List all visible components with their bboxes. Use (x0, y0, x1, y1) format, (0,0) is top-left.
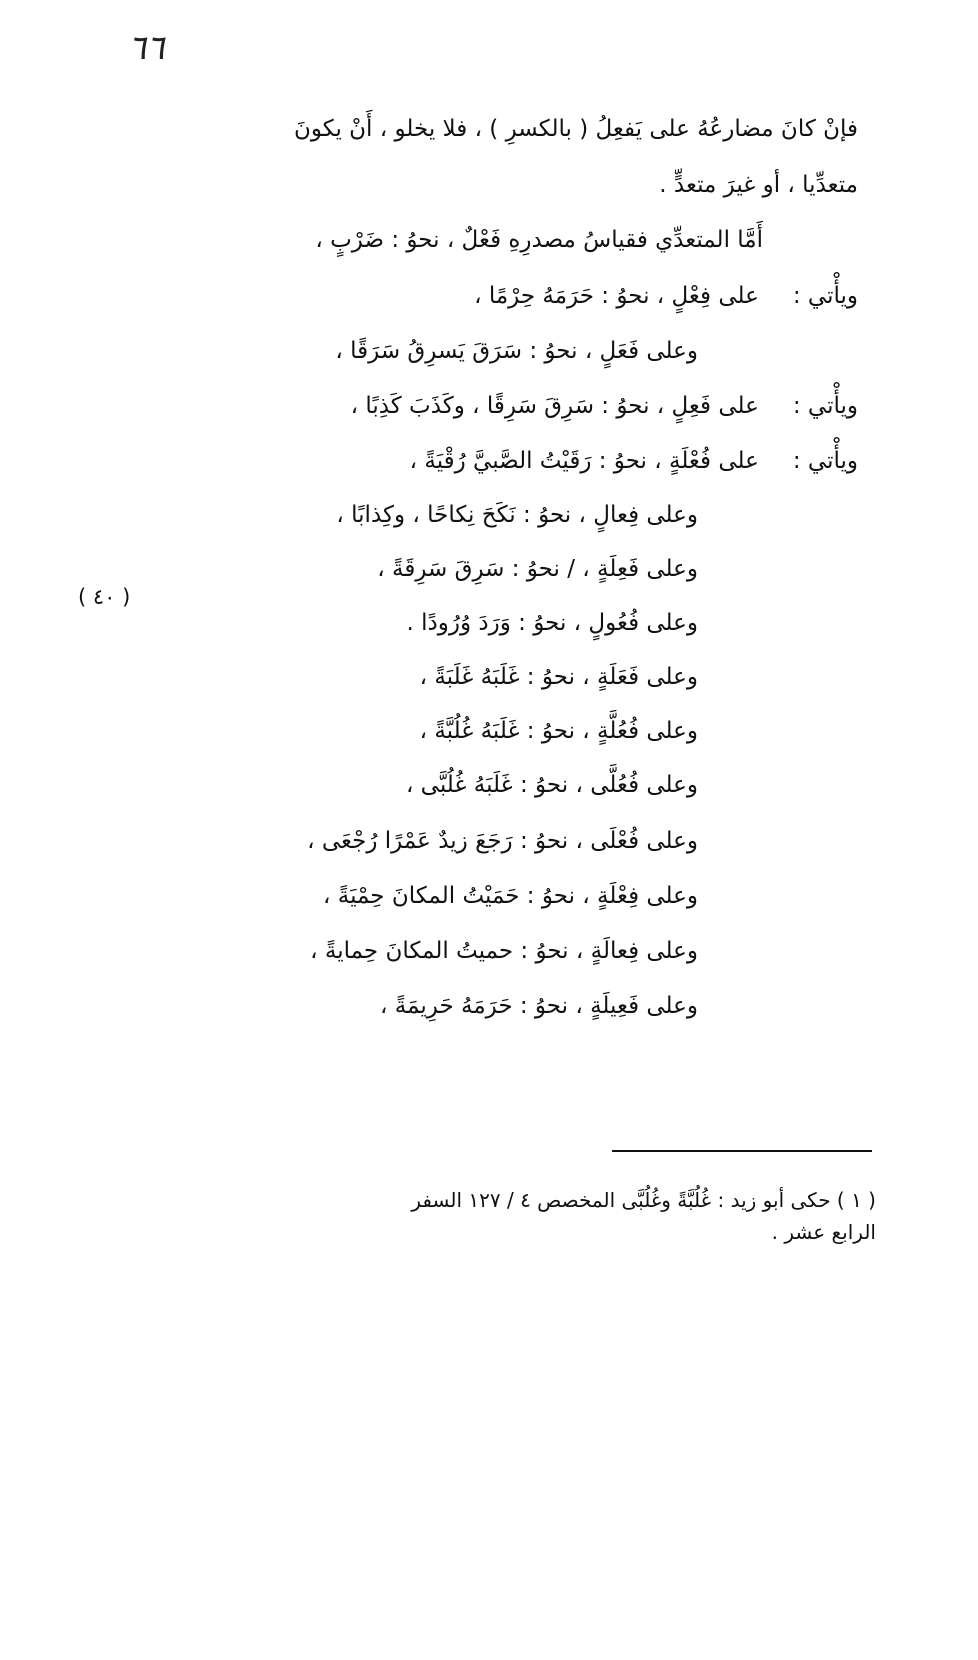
list-item (377, 554, 698, 584)
paragraph-line-3: أَمَّا المتعدِّي فقياسُ مصدرِهِ فَعْلٌ ، نحوُ : ضَرْبٍ ، (315, 227, 763, 253)
list-item-lead: ويأْتي : (792, 448, 858, 474)
list-item (407, 608, 699, 638)
list-item (335, 336, 698, 366)
list-item (474, 281, 858, 311)
marginal-page-reference: ( ٤٠ ) (78, 585, 131, 609)
list-item-text: على فَعِلٍ ، نحوُ : سَرِقَ سَرِقًا ، وكَذَبَ كَذِبًا ، (350, 393, 759, 419)
list-item (307, 826, 698, 856)
footnote-line-1: ( ١ ) حكى أبو زيد : غُلُبَّةً وغُلُبَّى المخصص ٤ / ١٢٧ السفر (411, 1188, 876, 1212)
list-item (310, 936, 698, 966)
page-number: ٦٦ (128, 28, 165, 68)
paragraph-line-2: متعدِّيا ، أو غيرَ متعدٍّ . (659, 172, 858, 198)
list-item-text: وعلى فِعْلَةٍ ، نحوُ : حَمَيْتُ المكانَ حِمْيَةً ، (323, 883, 698, 909)
list-item-text: وعلى فُعْلَى ، نحوُ : رَجَعَ زيدٌ عَمْرًا رُجْعَى ، (307, 828, 698, 854)
list-item (406, 770, 698, 800)
list-item-text: وعلى فُعُولٍ ، نحوُ : وَرَدَ وُرُودًا . (406, 610, 698, 636)
list-item (410, 446, 858, 476)
list-item (351, 391, 858, 421)
list-item-text: على فُعْلَةٍ ، نحوُ : رَقَيْتُ الصَّبيَّ رُقْيَةً ، (409, 448, 759, 474)
list-item-lead: ويأْتي : (792, 393, 858, 419)
list-item (323, 881, 698, 911)
list-item-lead: ويأْتي : (792, 283, 858, 309)
list-item (336, 500, 698, 530)
footnote-line-2: الرابع عشر . (771, 1220, 876, 1244)
list-item-text: وعلى فَعِلَةٍ ، / نحوُ : سَرِقَ سَرِقَةً ، (377, 556, 698, 582)
list-item (420, 662, 698, 692)
paragraph-line-1: فإنْ كانَ مضارعُهُ على يَفعِلُ ( بالكسرِ ) ، فلا يخلو ، أَنْ يكونَ (293, 116, 858, 142)
list-item-text: وعلى فَعِيلَةٍ ، نحوُ : حَرَمَهُ حَرِيمَةً ، (380, 993, 698, 1019)
list-item-text: وعلى فَعَلَةٍ ، نحوُ : غَلَبَهُ غَلَبَةً ، (419, 664, 698, 690)
list-item-text: وعلى فُعُلَّةٍ ، نحوُ : غَلَبَهُ غُلُبَّةً ، (419, 718, 698, 744)
list-item-text: وعلى فَعَلٍ ، نحوُ : سَرَقَ يَسرِقُ سَرَقًا ، (335, 338, 698, 364)
list-item-text: وعلى فُعُلَّى ، نحوُ : غَلَبَهُ غُلُبَّى ، (405, 772, 698, 798)
list-item-text: على فِعْلٍ ، نحوُ : حَرَمَهُ حِرْمًا ، (474, 283, 759, 309)
list-item-text: وعلى فِعالَةٍ ، نحوُ : حميتُ المكانَ حِمايةً ، (310, 938, 698, 964)
footnote-divider (612, 1150, 872, 1152)
list-item-text: وعلى فِعالٍ ، نحوُ : نَكَحَ نِكاحًا ، وكِذابًا ، (336, 502, 698, 528)
list-item (380, 991, 698, 1021)
list-item (420, 716, 698, 746)
